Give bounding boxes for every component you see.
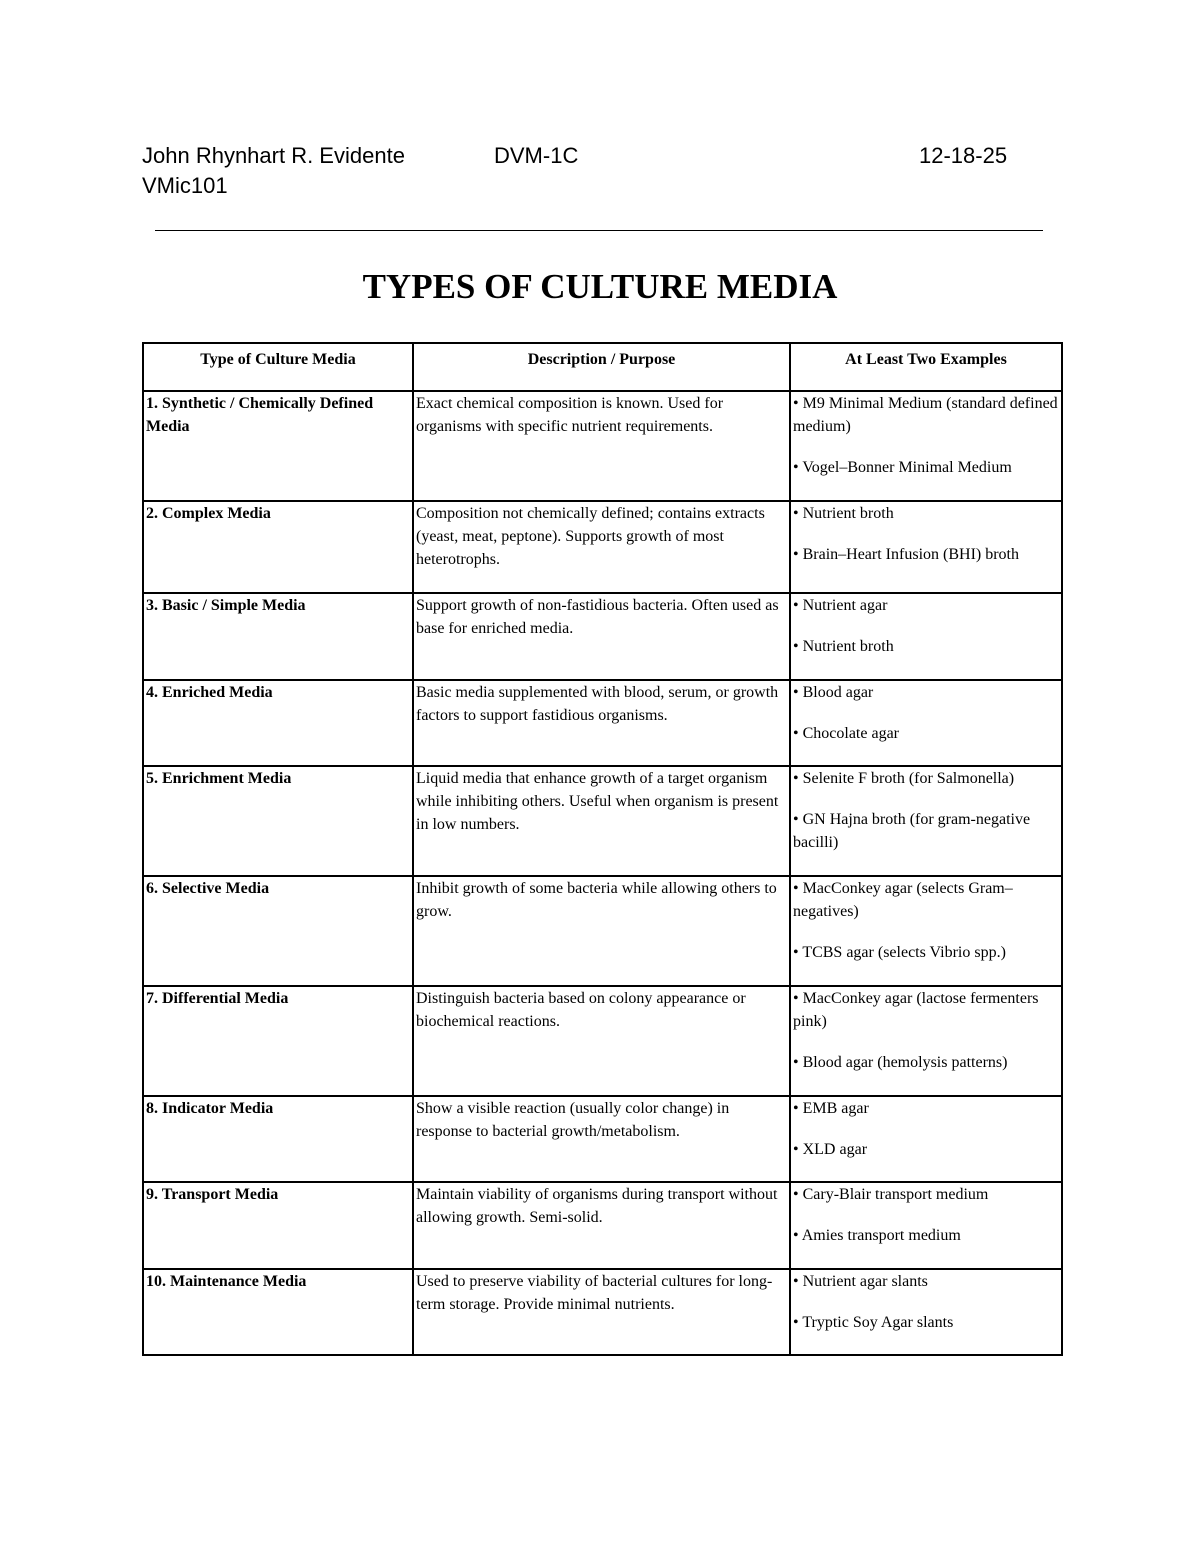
example-item: • M9 Minimal Medium (standard defined medium) <box>793 395 1058 435</box>
media-description-cell: Inhibit growth of some bacteria while allowing others to grow. <box>413 876 790 986</box>
media-examples-cell <box>790 1182 1062 1269</box>
example-item: • MacConkey agar (lactose fermenters pink) <box>793 990 1039 1030</box>
document-date: 12-18-25 <box>919 143 1008 168</box>
media-description-cell: Liquid media that enhance growth of a target organism while inhibiting others. Useful when organism is present in low numbers. <box>413 766 790 876</box>
example-item: • Nutrient agar <box>793 597 888 614</box>
column-header-examples: At Least Two Examples <box>790 343 1062 391</box>
example-item: • XLD agar <box>793 1141 868 1158</box>
example-item: • Blood agar <box>793 684 874 701</box>
example-item: • Tryptic Soy Agar slants <box>793 1314 954 1331</box>
table-row <box>143 501 1062 593</box>
header-line-2 <box>142 171 1062 201</box>
example-item: • EMB agar <box>793 1100 869 1117</box>
table-row <box>143 986 1062 1096</box>
media-description-cell: Distinguish bacteria based on colony appearance or biochemical reactions. <box>413 986 790 1096</box>
media-examples-cell <box>790 501 1062 593</box>
media-description-cell: Maintain viability of organisms during transport without allowing growth. Semi-solid. <box>413 1182 790 1269</box>
example-item: • Selenite F broth (for Salmonella) <box>793 770 1015 787</box>
example-item: • TCBS agar (selects Vibrio spp.) <box>793 944 1006 961</box>
table-row <box>143 876 1062 986</box>
media-type-cell: 6. Selective Media <box>143 876 413 986</box>
column-header-type: Type of Culture Media <box>143 343 413 391</box>
media-examples-cell <box>790 391 1062 501</box>
header-line-1 <box>142 141 1062 171</box>
course-code: VMic101 <box>142 173 228 198</box>
media-type-cell: 4. Enriched Media <box>143 680 413 766</box>
media-type-cell: 9. Transport Media <box>143 1182 413 1269</box>
header-separator-line <box>155 230 1043 231</box>
table-row <box>143 1096 1062 1182</box>
example-item: • MacConkey agar (selects Gram–negatives) <box>793 880 1013 920</box>
example-item: • Vogel–Bonner Minimal Medium <box>793 459 1012 476</box>
example-item: • Blood agar (hemolysis patterns) <box>793 1054 1008 1071</box>
media-examples-cell <box>790 680 1062 766</box>
example-item: • Amies transport medium <box>793 1227 961 1244</box>
table-row <box>143 1182 1062 1269</box>
student-name: John Rhynhart R. Evidente <box>142 143 405 168</box>
table-row <box>143 680 1062 766</box>
example-item: • Brain–Heart Infusion (BHI) broth <box>793 546 1019 563</box>
document-title: TYPES OF CULTURE MEDIA <box>362 267 838 306</box>
media-type-cell: 8. Indicator Media <box>143 1096 413 1182</box>
culture-media-table <box>142 342 1063 1356</box>
media-type-cell: 1. Synthetic / Chemically Defined Media <box>143 391 413 501</box>
example-item: • Cary-Blair transport medium <box>793 1186 989 1203</box>
media-description-cell: Basic media supplemented with blood, serum, or growth factors to support fastidious organisms. <box>413 680 790 766</box>
example-item: • Nutrient agar slants <box>793 1273 928 1290</box>
document-header <box>142 141 1062 201</box>
example-item: • GN Hajna broth (for gram-negative bacilli) <box>793 811 1031 851</box>
media-type-cell: 10. Maintenance Media <box>143 1269 413 1355</box>
media-examples-cell <box>790 986 1062 1096</box>
example-item: • Nutrient broth <box>793 505 894 522</box>
student-section: DVM-1C <box>494 143 579 168</box>
table-header-row <box>143 343 1062 391</box>
media-description-cell: Composition not chemically defined; contains extracts (yeast, meat, peptone). Supports growth of most heterotrophs. <box>413 501 790 593</box>
media-type-cell: 5. Enrichment Media <box>143 766 413 876</box>
media-examples-cell <box>790 876 1062 986</box>
column-header-description: Description / Purpose <box>413 343 790 391</box>
example-item: • Nutrient broth <box>793 638 894 655</box>
media-examples-cell <box>790 1096 1062 1182</box>
media-type-cell: 2. Complex Media <box>143 501 413 593</box>
media-examples-cell <box>790 766 1062 876</box>
media-description-cell: Exact chemical composition is known. Used for organisms with specific nutrient requirements. <box>413 391 790 501</box>
media-type-cell: 7. Differential Media <box>143 986 413 1096</box>
media-type-cell: 3. Basic / Simple Media <box>143 593 413 680</box>
media-examples-cell <box>790 1269 1062 1355</box>
media-description-cell: Support growth of non-fastidious bacteria. Often used as base for enriched media. <box>413 593 790 680</box>
table-row <box>143 1269 1062 1355</box>
media-examples-cell <box>790 593 1062 680</box>
table-row <box>143 391 1062 501</box>
table-row <box>143 593 1062 680</box>
media-description-cell: Used to preserve viability of bacterial cultures for long-term storage. Provide minimal nutrients. <box>413 1269 790 1355</box>
media-description-cell: Show a visible reaction (usually color change) in response to bacterial growth/metabolism. <box>413 1096 790 1182</box>
example-item: • Chocolate agar <box>793 725 899 742</box>
table-row <box>143 766 1062 876</box>
